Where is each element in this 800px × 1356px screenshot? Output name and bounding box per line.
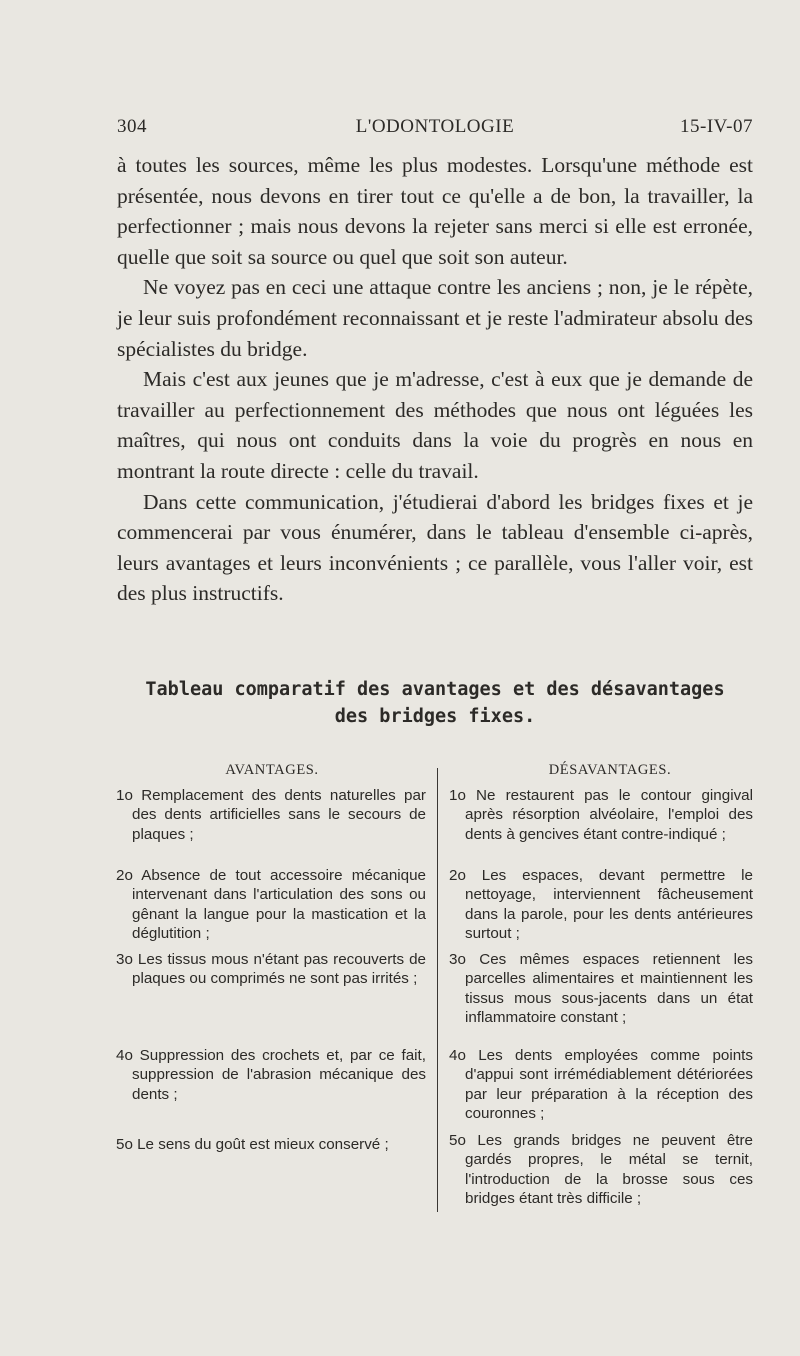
table-title-line-1: Tableau comparatif des avantages et des désavantages <box>145 679 725 700</box>
paragraph: à toutes les sources, même les plus modestes. Lorsqu'une méthode est présentée, nous devons en tirer tout ce qu'elle a de bon, la travailler, la perfectionner ; mais nous devons la rejeter sans merci si elle est erronée, quelle que soit sa source ou quel que soit son auteur. <box>117 153 753 269</box>
advantage-item: 4o Suppression des crochets et, par ce fait, suppression de l'abrasion mécanique des dents ; <box>116 1047 426 1103</box>
journal-title: L'ODONTOLOGIE <box>355 116 515 137</box>
issue-date: 15-IV-07 <box>680 116 753 137</box>
body-text <box>117 150 753 609</box>
table-title <box>117 676 753 730</box>
paragraph: Mais c'est aux jeunes que je m'adresse, c'est à eux que je demande de travailler au perfectionnement des méthodes que nous ont léguées les maîtres, qui nous ont conduits dans la voie du progrès en nous en montrant la route directe : celle du travail. <box>117 367 753 483</box>
disadvantage-item: 2o Les espaces, devant permettre le nettoyage, interviennent fâcheusement dans la parole, pour les dents antérieures surtout ; <box>449 867 753 942</box>
column-divider <box>437 768 438 1212</box>
page-number: 304 <box>117 116 147 137</box>
advantage-item: 5o Le sens du goût est mieux conservé ; <box>116 1136 389 1153</box>
paragraph: Ne voyez pas en ceci une attaque contre les anciens ; non, je le répète, je leur suis profondément reconnaissant et je reste l'admirateur absolu des spécialistes du bridge. <box>117 275 753 361</box>
disadvantages-heading: DÉSAVANTAGES. <box>548 762 672 778</box>
disadvantage-item: 1o Ne restaurent pas le contour gingival après résorption alvéolaire, l'emploi des dents à gencives étant contre-indiqué ; <box>449 787 753 843</box>
advantage-item: 1o Remplacement des dents naturelles par des dents artificielles sans le secours de plaques ; <box>116 787 426 843</box>
paragraph: Dans cette communication, j'étudierai d'abord les bridges fixes et je commencerai par vous énumérer, dans le tableau d'ensemble ci-après, leurs avantages et leurs inconvénients ; ce parallèle, vous l'aller voir, est des plus instructifs. <box>117 489 753 606</box>
disadvantage-item: 3o Ces mêmes espaces retiennent les parcelles alimentaires et maintiennent les tissus mous sous-jacents dans un état inflammatoire constant ; <box>449 951 753 1026</box>
advantage-item: 3o Les tissus mous n'étant pas recouverts de plaques ou comprimés ne sont pas irrités ; <box>116 951 426 988</box>
advantage-item: 2o Absence de tout accessoire mécanique intervenant dans l'articulation des sons ou gênant la langue pour la mastication et la déglutition ; <box>116 867 426 942</box>
disadvantage-item: 5o Les grands bridges ne peuvent être gardés propres, le métal se ternit, l'introduction de la brosse sous ces bridges étant très difficile ; <box>449 1132 753 1207</box>
advantages-heading: AVANTAGES. <box>225 762 319 778</box>
disadvantage-item: 4o Les dents employées comme points d'appui sont irrémédiablement détériorées par leur préparation à la réception des couronnes ; <box>449 1047 753 1122</box>
table-title-line-2: des bridges fixes. <box>334 706 536 727</box>
